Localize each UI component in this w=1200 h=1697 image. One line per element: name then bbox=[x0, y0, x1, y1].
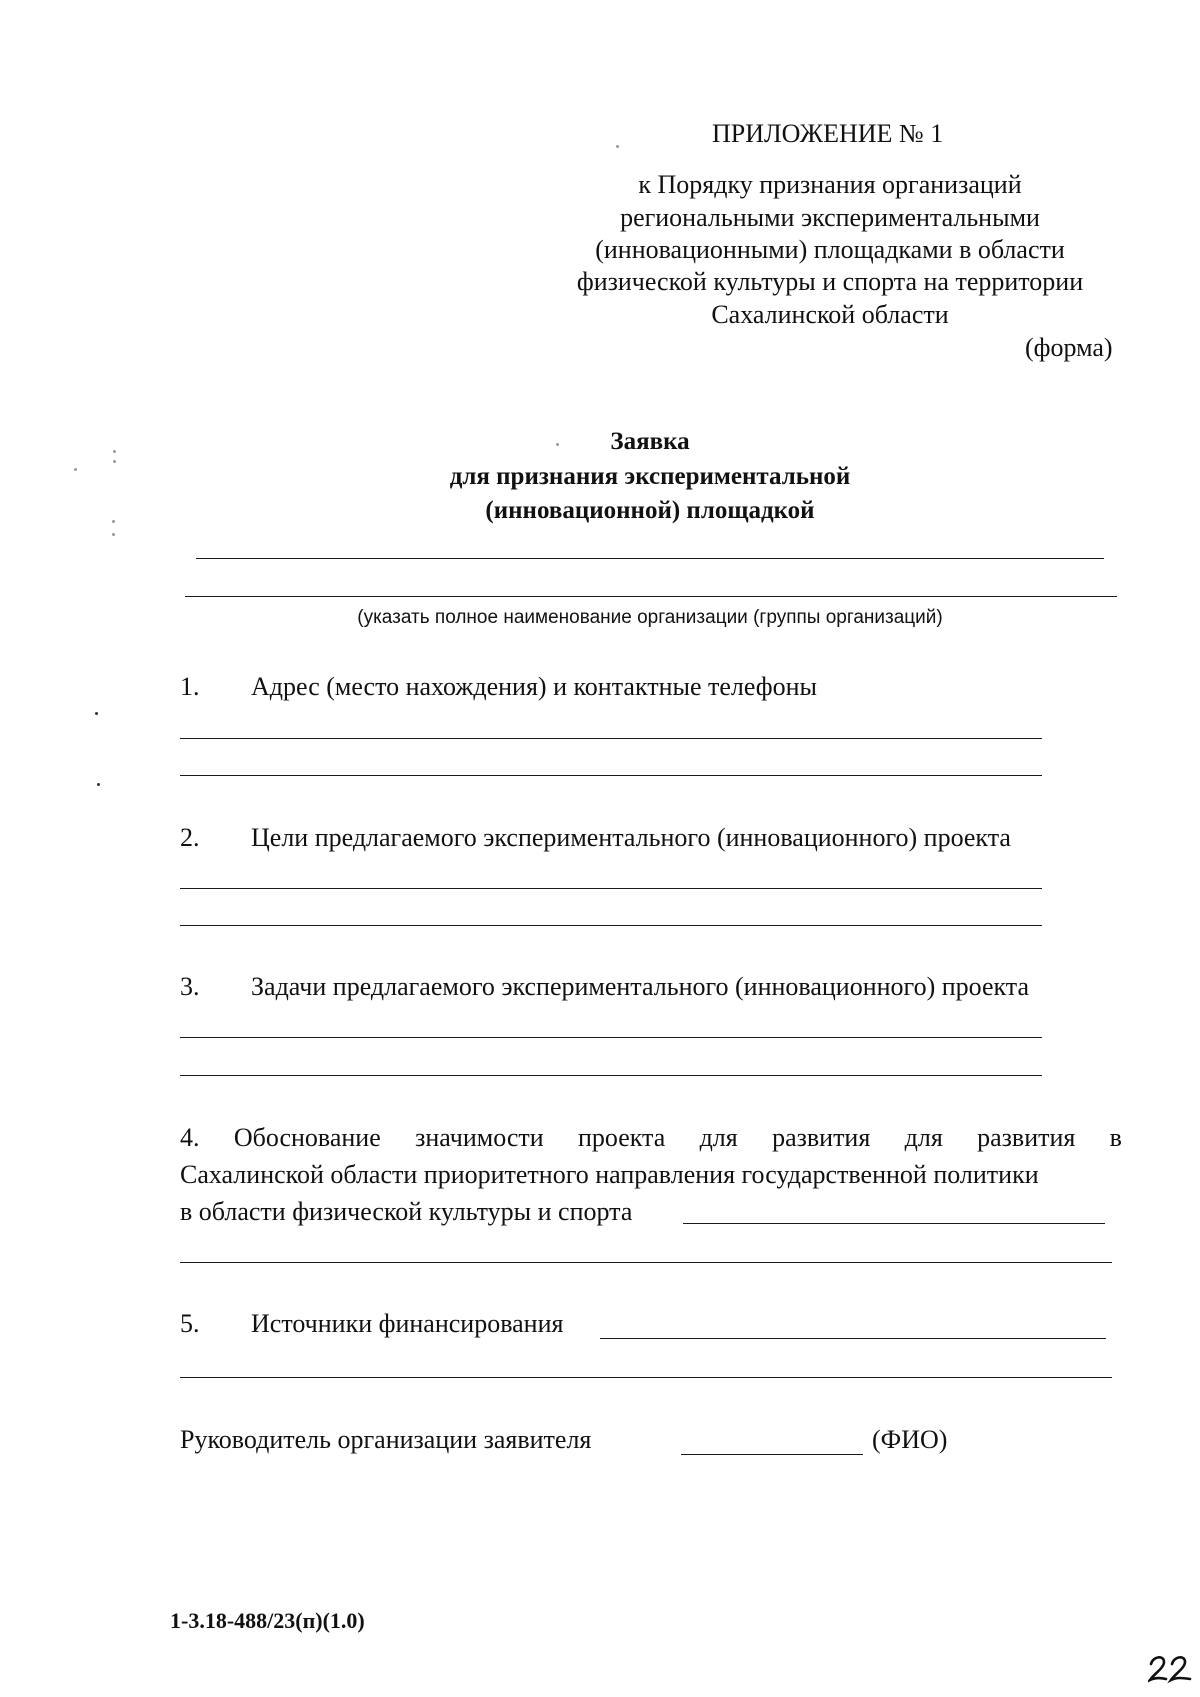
item-3-text: Задачи предлагаемого экспериментального (инновационного) проекта bbox=[251, 972, 1030, 1001]
item-4-word: 4. bbox=[180, 1123, 200, 1152]
item-4-word: проекта bbox=[577, 1123, 666, 1152]
org-name-line-1 bbox=[196, 558, 1104, 559]
item-2-text: Цели предлагаемого экспериментального (инновационного) проекта bbox=[251, 823, 1011, 852]
scan-speck bbox=[616, 145, 619, 148]
item-4-paragraph bbox=[180, 1119, 1122, 1230]
item-2-fill-line-1 bbox=[180, 888, 1042, 889]
item-1-text: Адрес (место нахождения) и контактные телефоны bbox=[251, 672, 817, 701]
item-5-number: 5. bbox=[180, 1309, 200, 1338]
item-5-text: Источники финансирования bbox=[251, 1309, 564, 1338]
scan-speck bbox=[113, 460, 116, 463]
item-4-line-3: в области физической культуры и спорта bbox=[180, 1197, 633, 1226]
application-subtitle-1: для признания экспериментальной bbox=[449, 463, 851, 490]
signature-label: Руководитель организации заявителя bbox=[180, 1425, 592, 1454]
appendix-title-text: ПРИЛОЖЕНИЕ № 1 bbox=[712, 119, 944, 148]
scan-speck bbox=[97, 783, 100, 786]
handwritten-page-number bbox=[1148, 1650, 1194, 1686]
item-3-number: 3. bbox=[180, 972, 200, 1001]
item-4-word: развития bbox=[772, 1123, 871, 1152]
item-3-fill-line-2 bbox=[180, 1075, 1042, 1076]
annotation-line-3: (инновационными) площадками в области bbox=[595, 235, 1065, 264]
handwritten-page-number-mark bbox=[1148, 1650, 1194, 1686]
item-4-word: для bbox=[904, 1123, 943, 1152]
item-5-inline-fill-line bbox=[600, 1338, 1106, 1339]
item-3-fill-line-1 bbox=[180, 1037, 1042, 1038]
item-2-number: 2. bbox=[180, 823, 200, 852]
document-code: 1-3.18-488/23(п)(1.0) bbox=[170, 1608, 365, 1633]
annotation-line-4: физической культуры и спорта на территории bbox=[576, 267, 1084, 296]
fio-label: (ФИО) bbox=[872, 1425, 948, 1454]
scan-speck bbox=[95, 712, 98, 715]
item-2-fill-line-2 bbox=[180, 925, 1042, 926]
item-4-inline-fill-line bbox=[683, 1223, 1105, 1224]
item-4-word: Обоснование bbox=[233, 1123, 381, 1152]
item-1-fill-line-1 bbox=[180, 738, 1042, 739]
item-4-word: значимости bbox=[415, 1123, 544, 1152]
scan-speck bbox=[556, 443, 559, 446]
annotation-line-1: к Порядку признания организаций bbox=[638, 170, 1022, 199]
scan-speck bbox=[74, 468, 77, 471]
org-name-line-2 bbox=[185, 596, 1117, 597]
signature-line bbox=[681, 1454, 863, 1455]
item-4-word: развития bbox=[977, 1123, 1076, 1152]
item-5-fill-line bbox=[180, 1377, 1112, 1378]
annotation-line-5: Сахалинской области bbox=[711, 300, 949, 329]
annotation-line-2: региональными экспериментальными bbox=[620, 203, 1040, 232]
item-4-word: в bbox=[1109, 1123, 1122, 1152]
item-1-fill-line-2 bbox=[180, 775, 1042, 776]
org-name-caption: (указать полное наименование организации (группы организаций) bbox=[357, 607, 943, 628]
application-subtitle-2: (инновационной) площадкой bbox=[485, 497, 815, 524]
item-4-fill-line bbox=[180, 1262, 1112, 1263]
application-title: Заявка bbox=[610, 428, 690, 455]
scan-speck bbox=[113, 450, 116, 453]
item-4-line-1 bbox=[180, 1119, 1122, 1156]
item-4-line-2: Сахалинской области приоритетного направления государственной политики bbox=[180, 1160, 1039, 1189]
scan-speck bbox=[112, 520, 115, 523]
item-4-word: для bbox=[699, 1123, 738, 1152]
item-1-number: 1. bbox=[180, 672, 200, 701]
scan-speck bbox=[112, 533, 115, 536]
form-mark: (форма) bbox=[1025, 333, 1113, 362]
